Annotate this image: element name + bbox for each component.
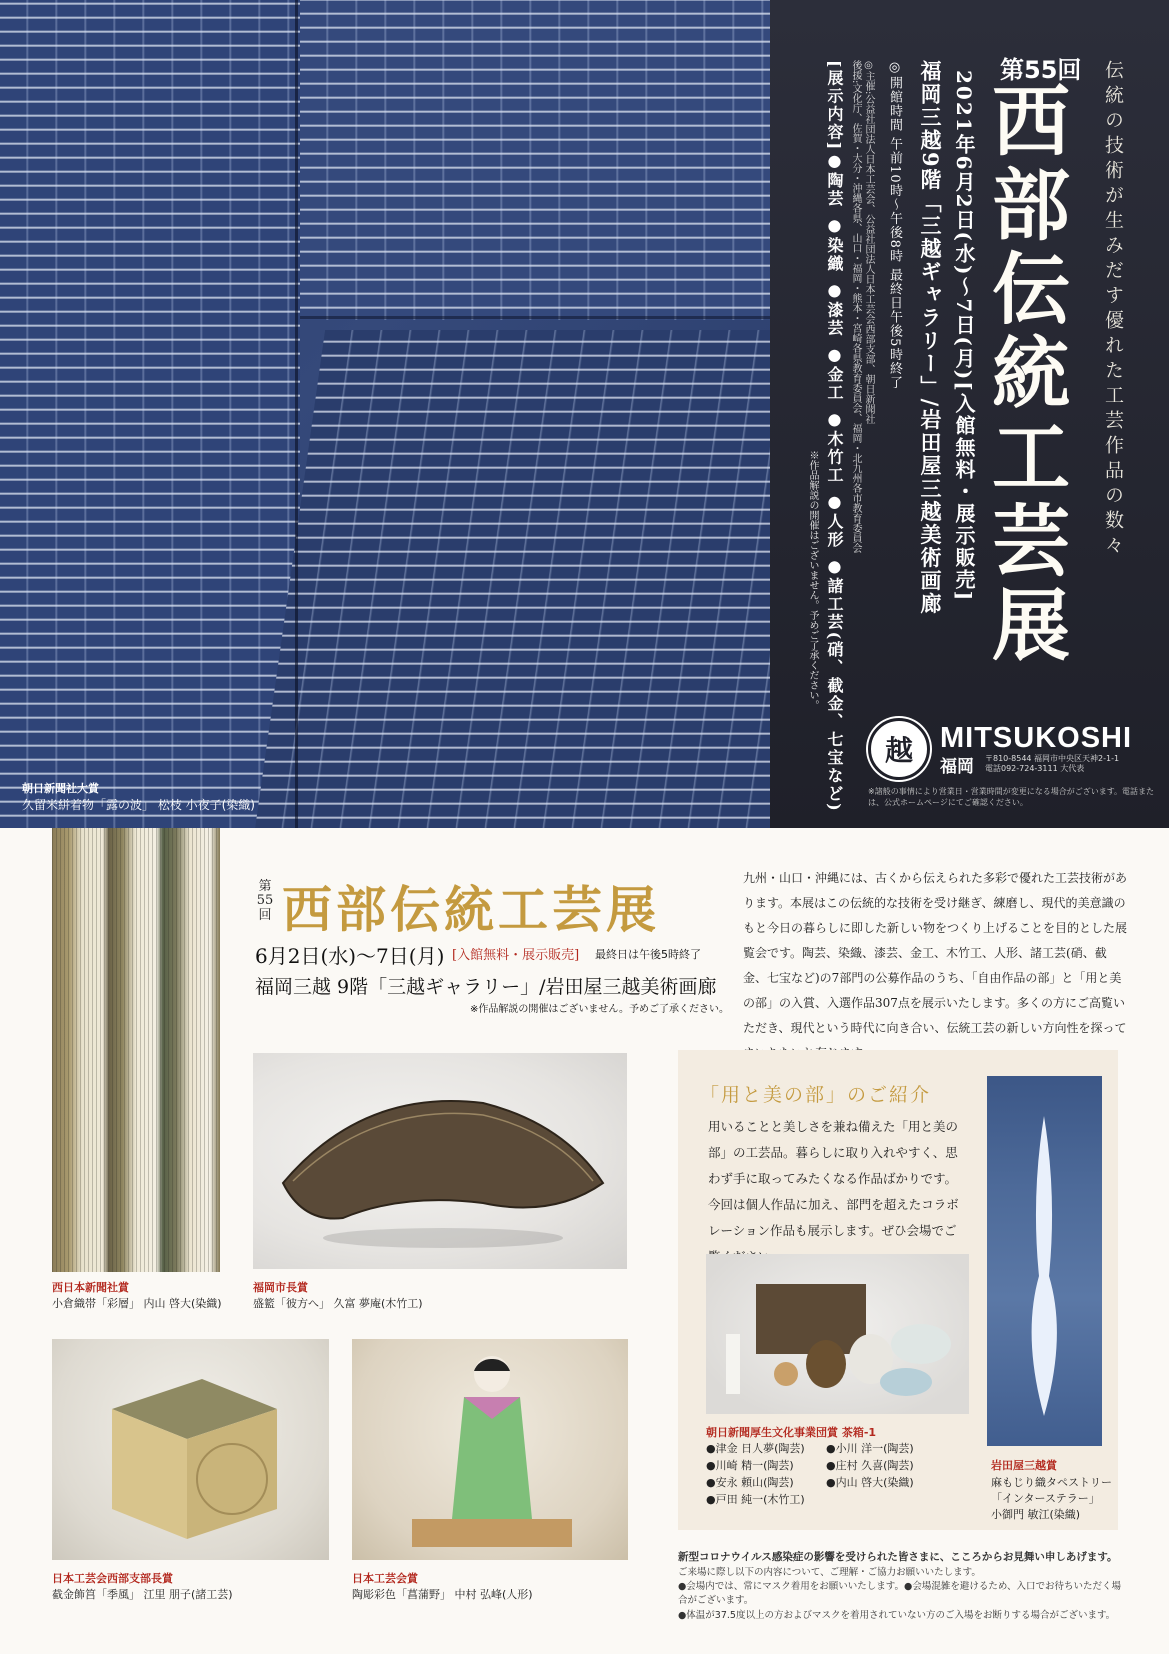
- work2-award: 福岡市長賞: [253, 1281, 308, 1294]
- hero-caption-work: 久留米絣着物「露の波」 松枝 小夜子(染織): [22, 798, 255, 812]
- main-date: 6月2日(水)〜7日(月): [255, 944, 445, 968]
- box-shape: [52, 1339, 329, 1560]
- member-4: ●庄村 久喜(陶芸): [826, 1459, 914, 1472]
- hero-note: ※作品解説の開催はございません。予めご了承ください。: [807, 450, 818, 710]
- main-edition: 第55回: [256, 879, 274, 923]
- work3-award: 日本工芸会西部支部長賞: [52, 1572, 173, 1585]
- covid-notice: [678, 1550, 1128, 1623]
- tapestry-award: 岩田屋三越賞: [991, 1459, 1057, 1472]
- bamboo-basket-photo: [253, 1053, 627, 1269]
- covid-line-1: ご来場に際し以下の内容について、ご理解・ご協力お願いいたします。: [678, 1566, 981, 1578]
- hero-date: 2021年6月2日(水)〜7日(月)[入館無料・展示販売]: [952, 70, 976, 603]
- work1-award: 西日本新聞社賞: [52, 1281, 129, 1294]
- tapestry-shape: [987, 1076, 1102, 1446]
- main-note: ※作品解説の開催はございません。予めご了承ください。: [470, 1004, 729, 1015]
- work4-award: 日本工芸会賞: [352, 1572, 418, 1585]
- main-date-tag: [入館無料・展示販売]: [452, 948, 580, 963]
- fabric-crease: [295, 0, 298, 828]
- intro-paragraph: 九州・山口・沖縄には、古くから伝えられた多彩で優れた工芸技術があります。本展はこの伝統的な技術を受け継ぎ、練磨し、現代的美意識のもと今日の暮らしに即した新しい物をつくり上げることを目的とした展覧会です。陶芸、染織、漆芸、金工、木竹工、人形、諸工芸(硝、截金、七宝など)の7部門の公募作品のうち、「自由作品の部」と「用と美の部」の入賞、入選作品307点を展示いたします。多くの方にご高覧いただき、現代という時代に向き合い、伝統工芸の新しい方向性を探って: [743, 871, 1128, 1035]
- store-phone: 電話092-724-3111 大代表: [985, 764, 1085, 774]
- store-address-line1: 〒810-8544 福岡市中央区天神2-1-1: [985, 754, 1120, 763]
- hero-exhibit: [展示内容]●陶芸 ●染織 ●漆芸 ●金工 ●木竹工 ●人形 ●諸工芸(硝、截金、七宝など): [825, 60, 844, 813]
- hero-caption-award: 朝日新聞社大賞: [22, 782, 99, 795]
- work2-title: 盛籃「彼方へ」 久富 夢庵(木竹工): [253, 1297, 423, 1310]
- main-date-end: 最終日は午後5時終了: [595, 948, 701, 961]
- covid-line-2: ●会場内では、常にマスク着用をお願いいたします。●会場混雑を避けるため、入口でお待ちいただく場合がございます。: [678, 1581, 1121, 1607]
- kirikane-box-photo: [52, 1339, 329, 1560]
- basket-shape: [253, 1053, 627, 1269]
- kimono-fabric-left: [0, 0, 300, 828]
- tapestry-title-1: 麻もじり織タペストリー: [991, 1476, 1112, 1489]
- hero-tagline: 伝統の技術が生みだす優れた工芸作品の数々: [1102, 60, 1124, 560]
- tapestry-artist: 小御門 敏江(染織): [991, 1508, 1081, 1521]
- tapestry-photo: [987, 1076, 1102, 1446]
- member-3: ●川崎 精一(陶芸): [706, 1459, 794, 1472]
- obi-textile-photo: [52, 828, 220, 1272]
- member-1: ●津金 日人夢(陶芸): [706, 1442, 805, 1455]
- member-2: ●小川 洋一(陶芸): [826, 1442, 914, 1455]
- tea-box-set-photo: [706, 1254, 969, 1414]
- work3-title: 截金飾筥「季風」 江里 朋子(諸工芸): [52, 1588, 233, 1601]
- hero-hours: ◎開館時間 午前10時〜午後8時 最終日午後5時終了: [887, 60, 902, 390]
- store-address: [985, 754, 1119, 775]
- mitsukoshi-logo-icon: 越: [868, 718, 930, 780]
- hero-sponsors-2: 後援:文化庁、佐賀・大分・沖縄各県、山口・福岡・熊本・宮崎各県教育委員会、福岡・北九州各市教育委員会: [850, 60, 861, 554]
- hero-edition: 第55回: [1000, 56, 1082, 84]
- hero-title: 西部伝統工芸展: [979, 80, 1070, 668]
- panel-text: 用いることと美しさを兼ね備えた「用と美の部」の工芸品。暮らしに取り入れやすく、思わず手に取ってみたくなる作品ばかりです。今回は個人作品に加え、部門を超えたコラボレーション作品も展示します。ぜひ会場でご: [708, 1119, 959, 1238]
- fabric-fold-line: [300, 316, 820, 319]
- work1-title: 小倉織帯「彩層」 内山 啓大(染織): [52, 1297, 222, 1310]
- doll-shape: [352, 1339, 628, 1560]
- member-7: ●戸田 純一(木竹工): [706, 1493, 805, 1506]
- tea-set-shape: [706, 1254, 969, 1414]
- member-5: ●安永 頼山(陶芸): [706, 1476, 794, 1489]
- main-title: 西部伝統工芸展: [282, 880, 660, 939]
- main-venue: 福岡三越 9階「三越ギャラリー」/岩田屋三越美術画廊: [255, 976, 717, 998]
- panel-title: 「用と美の部」のご紹介: [700, 1084, 932, 1106]
- covid-headline: 新型コロナウイルス感染症の影響を受けられた皆さまに、こころからお見舞い申しあげます。: [678, 1551, 1118, 1563]
- doll-figure-photo: [352, 1339, 628, 1560]
- hours-change-notice: ※諸般の事情により営業日・営業時間が変更になる場合がございます。電話または、公式ホームページにてご確認ください。: [868, 787, 1155, 808]
- work4-title: 陶彫彩色「菖蒲野」 中村 弘峰(人形): [352, 1588, 533, 1601]
- tapestry-title-2: 「インターステラー」: [991, 1492, 1100, 1505]
- mitsukoshi-logo-text: MITSUKOSHI: [940, 722, 1133, 754]
- member-6: ●内山 啓大(染織): [826, 1476, 914, 1489]
- mitsukoshi-branch: 福岡: [940, 757, 974, 777]
- group-award: 朝日新聞厚生文化事業団賞 茶箱-1: [706, 1426, 877, 1439]
- kimono-fabric-top: [300, 0, 820, 320]
- hero-venue: 福岡三越9階「三越ギャラリー」/岩田屋三越美術画廊: [918, 60, 943, 616]
- hero-sponsors: ◎主催:公益社団法人日本工芸会、公益社団法人日本工芸会西部支部、朝日新聞社: [863, 60, 874, 425]
- covid-line-3: ●体温が37.5度以上の方およびマスクを着用されていない方のご入場をお断りする場合がございます。: [678, 1609, 1116, 1621]
